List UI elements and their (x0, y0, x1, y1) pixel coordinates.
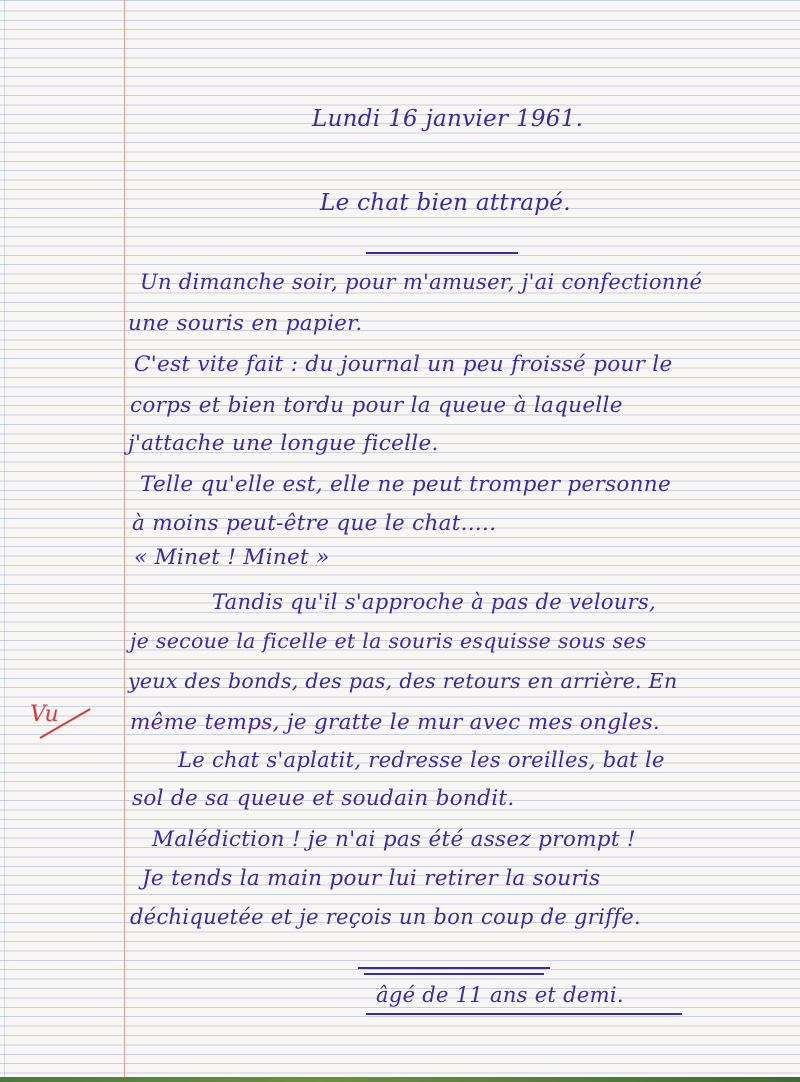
text-line: corps et bien tordu pour la queue à laquelle (130, 393, 623, 418)
text-line: Telle qu'elle est, elle ne peut tromper personne (140, 472, 671, 497)
signature-underline (366, 1013, 682, 1015)
text-line: je secoue la ficelle et la souris esquisse sous ses (130, 629, 647, 653)
left-edge-line (4, 0, 5, 1082)
text-line: Malédiction ! je n'ai pas été assez prompt ! (152, 827, 636, 852)
title-underline (366, 252, 518, 254)
signature-overline (358, 967, 550, 969)
text-line: sol de sa queue et soudain bondit. (132, 786, 515, 811)
text-line: même temps, je gratte le mur avec mes ongles. (130, 710, 661, 735)
text-line: Le chat s'aplatit, redresse les oreilles, bat le (178, 748, 665, 772)
text-line: à moins peut-être que le chat..... (132, 511, 497, 536)
margin-line (124, 0, 125, 1082)
text-line: j'attache une longue ficelle. (128, 431, 439, 456)
text-line: Un dimanche soir, pour m'amuser, j'ai confectionné (140, 270, 703, 294)
teacher-mark: Vu (30, 702, 59, 727)
signature-age: âgé de 11 ans et demi. (376, 983, 624, 1007)
text-line: yeux des bonds, des pas, des retours en arrière. En (128, 669, 678, 693)
page-date: Lundi 16 janvier 1961. (312, 106, 584, 132)
text-line: Tandis qu'il s'approche à pas de velours, (212, 590, 657, 614)
text-line: déchiquetée et je reçois un bon coup de griffe. (130, 905, 641, 929)
page-title: Le chat bien attrapé. (320, 190, 571, 216)
text-line: Je tends la main pour lui retirer la souris (142, 866, 601, 891)
text-line: une souris en papier. (128, 311, 363, 336)
text-line: C'est vite fait : du journal un peu froissé pour le (134, 352, 673, 377)
signature-overline-2 (364, 973, 544, 975)
text-line: « Minet ! Minet » (134, 545, 330, 570)
notebook-cover-edge (0, 1077, 800, 1082)
